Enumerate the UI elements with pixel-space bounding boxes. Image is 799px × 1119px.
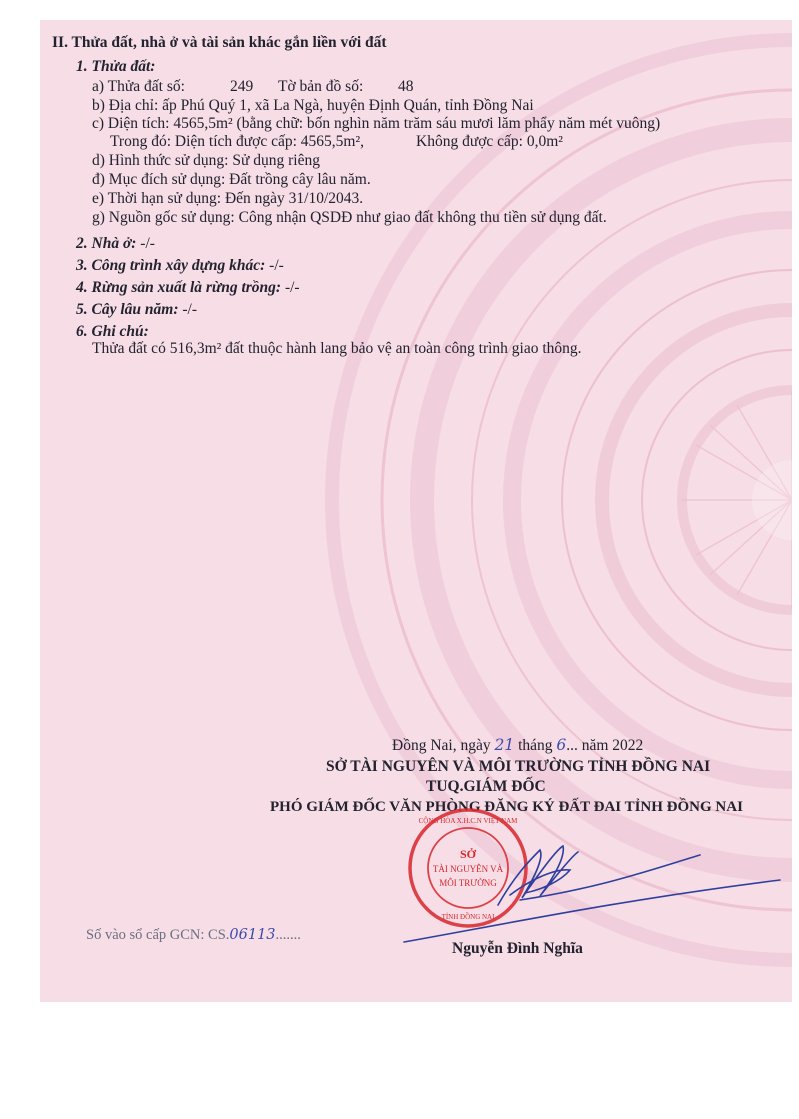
area-line: c) Diện tích: 4565,5m² (bằng chữ: bốn nghìn năm trăm sáu mươi lăm phẩy năm mét vuông): [92, 115, 661, 132]
registry-line: Số vào sổ cấp GCN: CS.06113.......: [86, 927, 301, 943]
date-year: năm 2022: [581, 737, 644, 754]
registry-label: Số vào sổ cấp GCN: CS.: [86, 927, 230, 943]
parcel-number-label: a) Thửa đất số:: [92, 78, 185, 95]
forest-value: -/-: [284, 279, 300, 296]
construction-label: 3. Công trình xây dựng khác:: [76, 257, 266, 274]
perennial-value: -/-: [182, 301, 197, 318]
note-label: 6. Ghi chú:: [76, 323, 149, 340]
date-prefix: Đồng Nai, ngày: [392, 737, 491, 754]
construction-row: [76, 257, 284, 275]
address-line: b) Địa chỉ: ấp Phú Quý 1, xã La Ngà, huyện Định Quán, tỉnh Đồng Nai: [92, 97, 534, 114]
forest-label: 4. Rừng sản xuất là rừng trồng:: [76, 279, 282, 296]
date-month: 6: [556, 736, 567, 754]
seal-line-3: MÔI TRƯỜNG: [439, 878, 497, 888]
use-form-line: d) Hình thức sử dụng: Sử dụng riêng: [92, 152, 320, 169]
parcel-number: 249: [230, 78, 254, 95]
map-sheet-label: Tờ bản đồ số:: [278, 78, 364, 95]
area-granted: Trong đó: Diện tích được cấp: 4565,5m²,: [110, 133, 365, 150]
area-not-granted: Không được cấp: 0,0m²: [416, 133, 563, 150]
issue-date: Đồng Nai, ngày 21 tháng 6... năm 2022: [392, 736, 644, 754]
seal-line-2: TÀI NGUYÊN VÀ: [432, 864, 504, 874]
section-title: II. Thửa đất, nhà ở và tài sản khác gắn liền với đất: [52, 34, 387, 51]
on-behalf-title: TUQ.GIÁM ĐỐC: [426, 778, 546, 795]
note-text: Thửa đất có 516,3m² đất thuộc hành lang bảo vệ an toàn công trình giao thông.: [92, 340, 582, 357]
seal-top-text: CỘNG HÒA X.H.C.N VIỆT NAM: [418, 817, 518, 825]
use-term-line: e) Thời hạn sử dụng: Đến ngày 31/10/2043.: [92, 190, 364, 207]
registry-number: 06113: [229, 927, 276, 943]
perennial-row: [76, 301, 197, 319]
date-month-label: tháng: [518, 737, 553, 754]
signer-position: PHÓ GIÁM ĐỐC VĂN PHÒNG ĐĂNG KÝ ĐẤT ĐAI TỈNH ĐỒNG NAI: [270, 799, 743, 815]
perennial-label: 5. Cây lâu năm:: [76, 301, 179, 318]
agency-name: SỞ TÀI NGUYÊN VÀ MÔI TRƯỜNG TỈNH ĐỒNG NAI: [326, 758, 711, 775]
map-sheet-number: 48: [398, 78, 414, 95]
house-value: -/-: [140, 235, 155, 252]
construction-value: -/-: [269, 257, 284, 274]
signer-name: Nguyễn Đình Nghĩa: [452, 940, 583, 957]
house-row: [76, 235, 155, 253]
forest-row: [76, 279, 300, 297]
seal-bottom-text: TỈNH ĐỒNG NAI: [441, 913, 495, 921]
origin-line: g) Nguồn gốc sử dụng: Công nhận QSDĐ như giao đất không thu tiền sử dụng đất.: [92, 209, 607, 226]
certificate-page: [40, 20, 792, 1002]
date-day: 21: [494, 736, 515, 754]
use-purpose-line: đ) Mục đích sử dụng: Đất trồng cây lâu năm.: [92, 171, 371, 188]
seal-line-1: SỞ: [459, 847, 477, 861]
house-label: 2. Nhà ở:: [76, 235, 137, 252]
land-heading: 1. Thửa đất:: [76, 58, 156, 75]
